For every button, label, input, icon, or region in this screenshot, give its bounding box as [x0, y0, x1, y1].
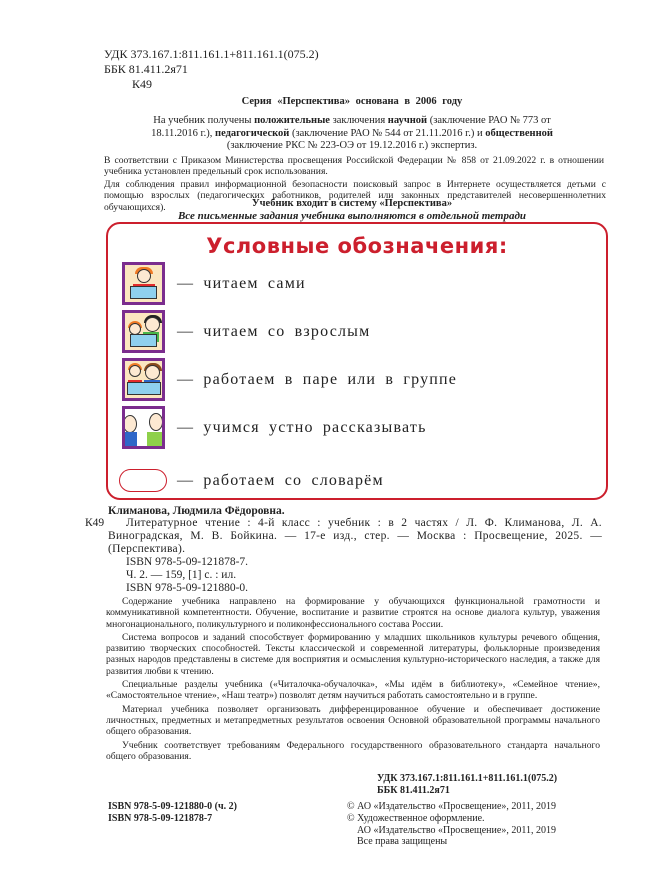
author-mark: К49 [85, 517, 105, 529]
copyright-line: © Художественное оформление. [347, 812, 485, 824]
annotation [106, 596, 600, 762]
text: (заключение РАО № 773 от 18.11.2016 г.), [151, 115, 551, 139]
dictionary-frame-icon [119, 469, 167, 492]
text: заключения [329, 115, 388, 126]
legend-item [122, 358, 457, 401]
footer-isbn [108, 801, 237, 825]
udk-code: УДК 373.167.1:811.161.1+811.161.1(075.2) [104, 47, 319, 61]
text: (заключение РАО № 544 от 21.11.2016 г.) и [289, 127, 486, 139]
part-info: Ч. 2. — 159, [1] с. : ил. [126, 569, 237, 581]
legend-item [122, 310, 370, 353]
annotation-paragraph: Учебник соответствует требованиям Федерального государственного образовательного стандарта начального общего образования. [106, 739, 600, 762]
order-note: В соответствии с Приказом Министерства просвещения Российской Федерации № 858 от 21.09.2022 г. в отношении учебника установлен предельный срок использования. [104, 155, 604, 178]
legend-title: Условные обозначения: [206, 234, 508, 258]
system-note: Учебник входит в систему «Перспектива» [251, 198, 453, 209]
text: (заключение РКС № 223-ОЭ от 19.12.2016 г.) экспертиз. [226, 140, 478, 151]
classification-header [104, 47, 319, 92]
isbn-part: ISBN 978-5-09-121880-0 (ч. 2) [108, 801, 237, 812]
legend-item-label: — работаем со словарём [177, 471, 384, 489]
legend-item-label: — работаем в паре или в группе [177, 370, 458, 388]
bibliographic-record [85, 505, 602, 762]
isbn-full: ISBN 978-5-09-121878-7 [108, 813, 213, 824]
bbk-code: ББК 81.411.2я71 [377, 785, 450, 796]
isbn-part: ISBN 978-5-09-121880-0. [126, 582, 249, 594]
udk-code: УДК 373.167.1:811.161.1+811.161.1(075.2) [377, 773, 558, 784]
pair-work-icon [122, 358, 165, 401]
legend-item-label: — читаем сами [177, 274, 306, 292]
annotation-paragraph: Специальные разделы учебника («Читалочка-обучалочка», «Мы идём в библиотеку», «Семейное чтение», «Самостоятельное чтение», «Наш театр») позволят детям научиться работать самостоятельно и в группе. [106, 679, 600, 702]
bbk-code: ББК 81.411.2я71 [104, 62, 188, 76]
annotation-paragraph: Содержание учебника направлено на формирование у обучающихся функциональной грамотности и коммуникативной компетентности. Обучение, воспитание и развитие строятся на основе диалога культур, уважения многонационального, поликультурного и поликонфессионального состава России. [106, 596, 600, 630]
author-name: Климанова, Людмила Фёдоровна. [108, 505, 285, 517]
speaking-icon [122, 406, 165, 449]
safety-note: Для соблюдения правил информационной безопасности поисковый запрос в Интернете осуществляется детьми с помощью взрослых (педагогических работников, родителей или законных представителей несовершеннолетних обучающихся). [104, 179, 606, 213]
legend-item-label: — учимся устно рассказывать [177, 418, 427, 436]
author-mark: К49 [132, 77, 153, 91]
text: педагогической [215, 127, 290, 139]
legend-item [122, 406, 427, 449]
legend-item [122, 262, 306, 305]
isbn-series: ISBN 978-5-09-121878-7. [126, 556, 249, 568]
annotation-paragraph: Система вопросов и заданий способствует формированию у младших школьников культуры речевого общения, развитию творческих способностей. Тексты классической и современной литературы, фольклорные произведения разных народов представлены в системе для восприятия и осмысления культурно-исторического наследия, а также для развития любви к чтению. [106, 631, 600, 677]
legend-item [122, 469, 384, 492]
text: научной [387, 115, 428, 126]
legend-item-label: — читаем со взрослым [177, 322, 371, 340]
series-note: Серия «Перспектива» основана в 2006 году [241, 96, 463, 107]
rights-reserved: Все права защищены [357, 836, 448, 848]
footer-classification [377, 773, 557, 797]
reading-with-adult-icon [122, 310, 165, 353]
text: На учебник получены [153, 115, 255, 126]
copyright-line: АО «Издательство «Просвещение», 2011, 2019 [357, 824, 556, 836]
copyright-block [347, 801, 556, 848]
annotation-paragraph: Материал учебника позволяет организовать дифференцированное обучение и обеспечивает достижение личностных, предметных и метапредметных результатов освоения Основной образовательной программы начального общего образования. [106, 703, 600, 738]
text: общественной [485, 127, 553, 139]
text: положительные [254, 115, 330, 126]
book-description: Литературное чтение : 4-й класс : учебник : в 2 частях / Л. Ф. Климанова, Л. А. Виноградская, М. В. Бойкина. — 17-е изд., стер. — Москва : Просвещение, 2025. — (Перспектива). [108, 517, 602, 555]
approvals-note [130, 115, 574, 153]
copyright-line: © АО «Издательство «Просвещение», 2011, 2019 [347, 801, 557, 812]
legend-box [106, 222, 608, 500]
notebook-note: Все письменные задания учебника выполняются в отдельной тетради [177, 210, 527, 222]
girl-reading-icon [122, 262, 165, 305]
